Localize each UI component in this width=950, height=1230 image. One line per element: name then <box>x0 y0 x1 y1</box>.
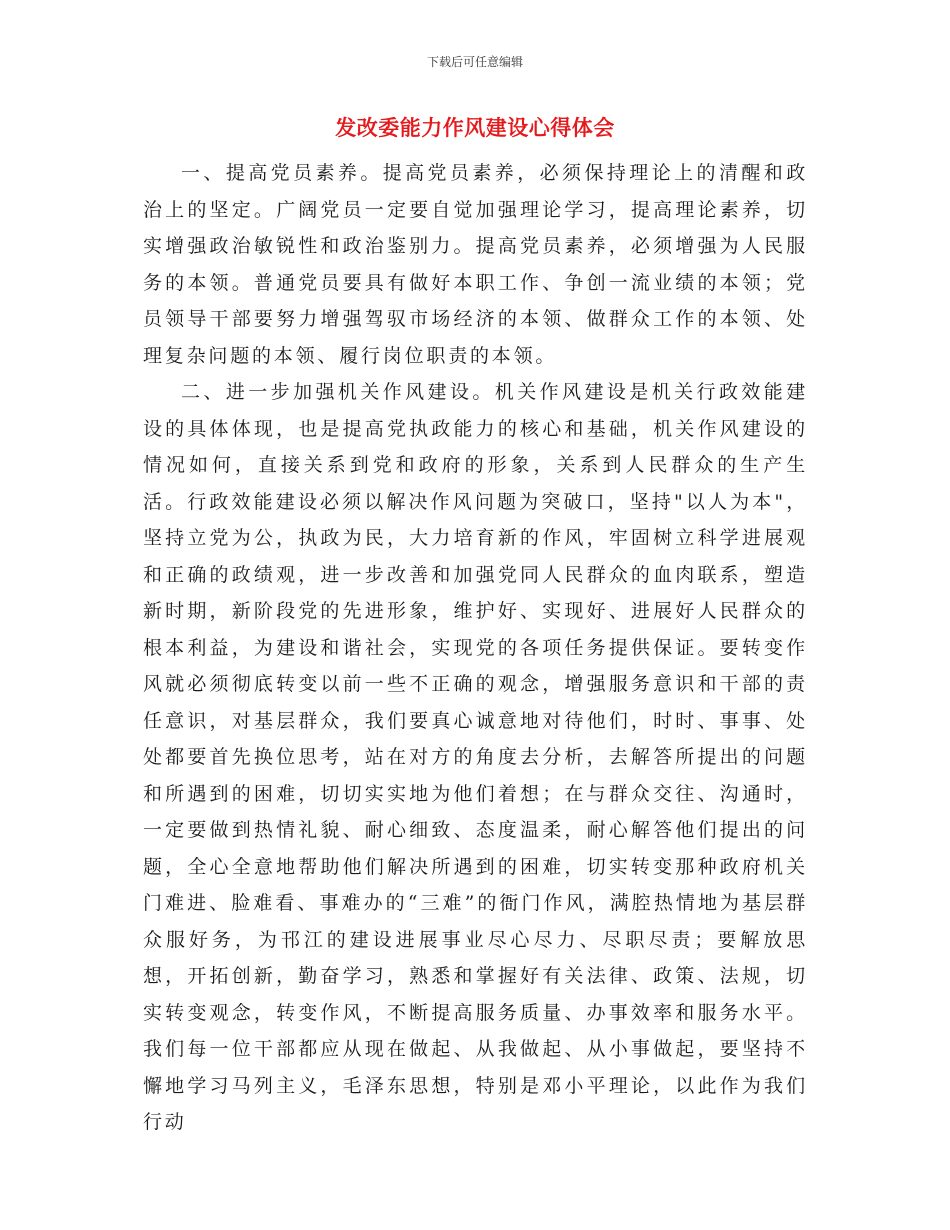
document-body <box>143 155 808 1141</box>
document-title: 发改委能力作风建设心得体会 <box>335 115 615 140</box>
paragraph-1: 一、提高党员素养。提高党员素养，必须保持理论上的清醒和政治上的坚定。广阔党员一定要自觉加强理论学习，提高理论素养，切实增强政治敏锐性和政治鉴别力。提高党员素养，必须增强为人民服务的本领。普通党员要具有做好本职工作、争创一流业绩的本领；党员领导干部要努力增强驾驭市场经济的本领、做群众工作的本领、处理复杂问题的本领、履行岗位职责的本领。 <box>143 162 808 367</box>
paragraph-2: 二、进一步加强机关作风建设。机关作风建设是机关行政效能建设的具体体现，也是提高党执政能力的核心和基础，机关作风建设的情况如何，直接关系到党和政府的形象，关系到人民群众的生产生活。行政效能建设必须以解决作风问题为突破口，坚持"以人为本"，坚持立党为公，执政为民，大力培育新的作风，牢固树立科学进展观和正确的政绩观，进一步改善和加强党同人民群众的血肉联系，塑造新时期，新阶段党的先进形象，维护好、实现好、进展好人民群众的根本利益，为建设和谐社会，实现党的各项任务提供保证。要转变作风就必须彻底转变以前一些不正确的观念，增强服务意识和干部的责任意识，对基层群众，我们要真心诚意地对待他们，时时、事事、处处都要首先换位思考，站在对方的角度去分析，去解答所提出的问题和所遇到的困难，切切实实地为他们着想；在与群众交往、沟通时，一定要做到热情礼貌、耐心细致、态度温柔，耐心解答他们提出的问题，全心全意地帮助他们解决所遇到的困难，切实转变那种政府机关门难进、脸难看、事难办的“三难”的衙门作风，满腔热情地为基层群众服好务，为邗江的建设进展事业尽心尽力、尽职尽责；要解放思想，开拓创新，勤奋学习，熟悉和掌握好有关法律、政策、法规，切实转变观念，转变作风，不断提高服务质量、办事效率和服务水平。我们每一位干部都应从现在做起、从我做起、从小事做起，要坚持不懈地学习马列主义，毛泽东思想，特别是邓小平理论，以此作为我们行动 <box>143 381 808 1133</box>
header-note: 下载后可任意编辑 <box>426 55 523 69</box>
